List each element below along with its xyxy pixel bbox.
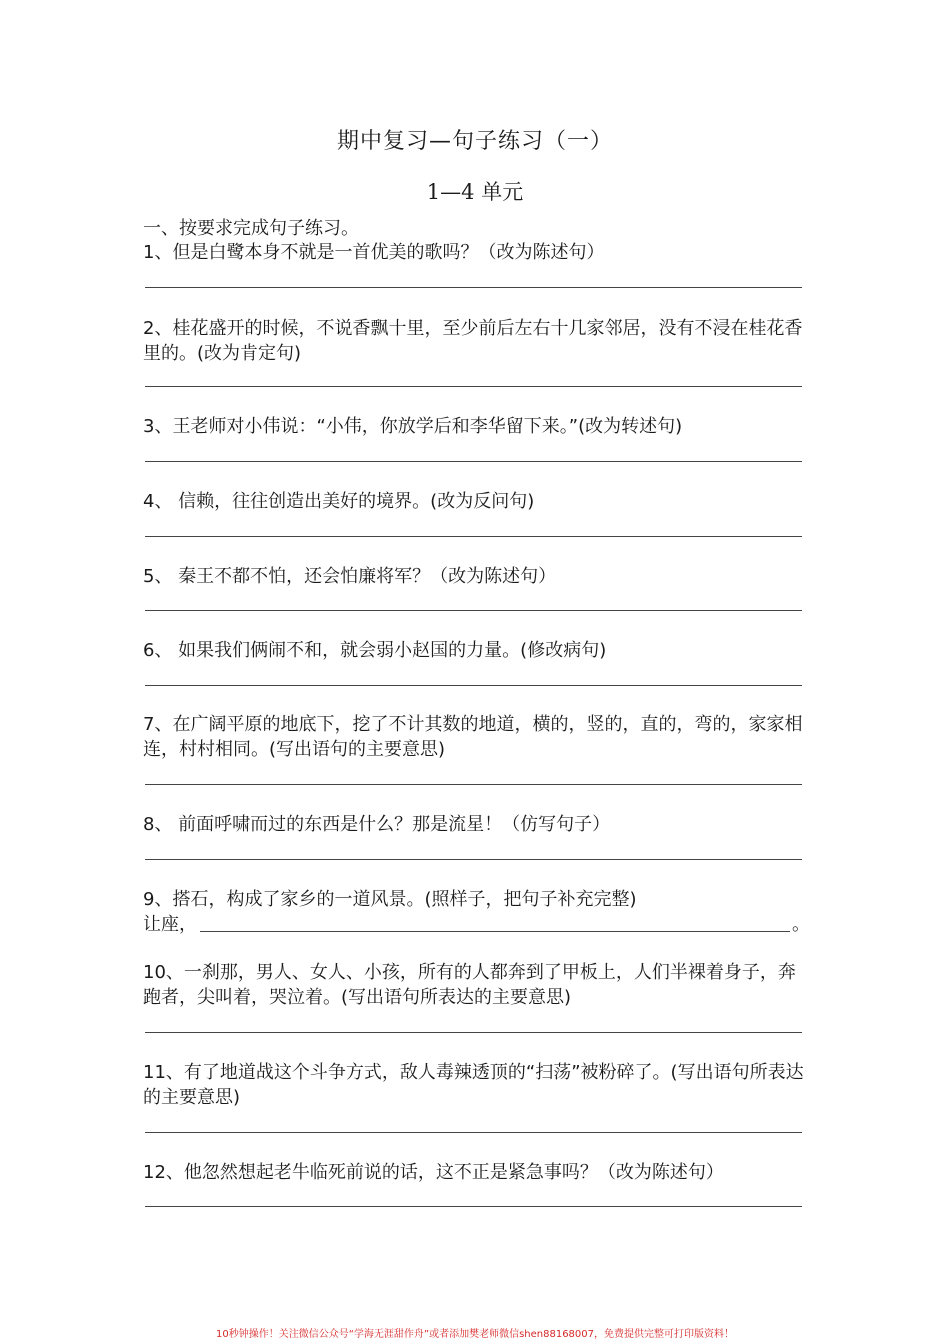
answer-line-5[interactable] xyxy=(145,610,802,611)
question-10: 10、一刹那，男人、女人、小孩，所有的人都奔到了甲板上，人们半裸着身子，奔跑者，尖叫着，哭泣着。(写出语句所表达的主要意思) xyxy=(143,962,796,1008)
answer-line-3[interactable] xyxy=(145,461,802,462)
page-title: 期中复习—句子练习（一） xyxy=(336,129,613,154)
fill-blank-prefix: 让座， xyxy=(143,914,197,935)
question-9: 9、搭石，构成了家乡的一道风景。(照样子，把句子补充完整) xyxy=(143,889,637,910)
question-4: 4、 信赖，往往创造出美好的境界。(改为反问句) xyxy=(143,491,535,512)
answer-line-12[interactable] xyxy=(145,1206,802,1207)
question-1: 1、但是白鹭本身不就是一首优美的歌吗？（改为陈述句） xyxy=(143,242,605,263)
question-8: 8、 前面呼啸而过的东西是什么？那是流星！（仿写句子） xyxy=(143,814,611,835)
question-5: 5、 秦王不都不怕，还会怕廉将军？（改为陈述句） xyxy=(143,566,557,587)
question-7: 7、在广阔平原的地底下，挖了不计其数的地道，横的，竖的，直的，弯的，家家相连，村村相同。(写出语句的主要意思) xyxy=(143,714,803,760)
footer-promo-text: 10秒钟操作！关注微信公众号“学海无涯甜作舟”或者添加樊老师微信shen88168007，免费提供完整可打印版资料！ xyxy=(215,1329,735,1340)
question-3: 3、王老师对小伟说：“小伟，你放学后和李华留下来。”(改为转述句) xyxy=(143,416,683,437)
answer-line-11[interactable] xyxy=(145,1132,802,1133)
answer-line-1[interactable] xyxy=(145,287,802,288)
answer-line-2[interactable] xyxy=(145,386,802,387)
question-2: 2、桂花盛开的时候，不说香飘十里，至少前后左右十几家邻居，没有不浸在桂花香里的。(改为肯定句) xyxy=(143,318,803,364)
answer-line-4[interactable] xyxy=(145,536,802,537)
page-subtitle: 1—4 单元 xyxy=(426,180,524,204)
question-6: 6、 如果我们俩闹不和，就会弱小赵国的力量。(修改病句) xyxy=(143,640,607,661)
fill-blank-line[interactable] xyxy=(200,931,790,932)
answer-line-7[interactable] xyxy=(145,784,802,785)
answer-line-6[interactable] xyxy=(145,685,802,686)
section-heading: 一、按要求完成句子练习。 xyxy=(143,218,359,239)
answer-line-10[interactable] xyxy=(145,1032,802,1033)
question-11: 11、有了地道战这个斗争方式，敌人毒辣透顶的“扫荡”被粉碎了。(写出语句所表达的主要意思) xyxy=(143,1062,804,1108)
question-12: 12、他忽然想起老牛临死前说的话，这不正是紧急事吗？（改为陈述句） xyxy=(143,1162,724,1183)
fill-blank-suffix: 。 xyxy=(792,914,810,935)
answer-line-8[interactable] xyxy=(145,859,802,860)
